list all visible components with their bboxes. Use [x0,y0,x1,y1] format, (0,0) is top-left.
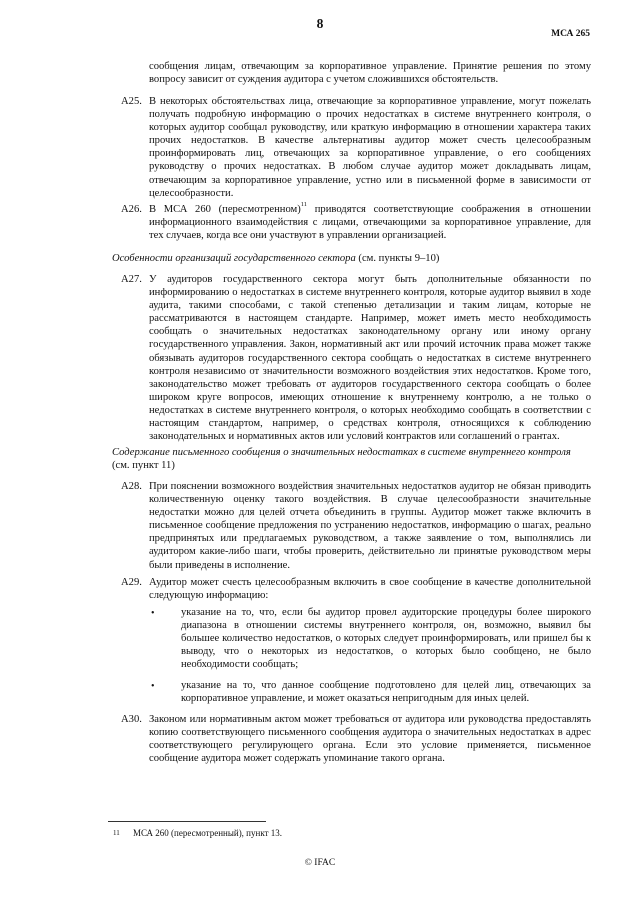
paragraph-a30: Законом или нормативным актом может требоваться от аудитора или руководства предоставлять копию соответствующего письменного сообщения аудитора о значительных недостатках в адрес соответствующего регулирующего органа. Если это условие применяется, письменное сообщение аудитора может содержать упоминание такого органа. [149,714,591,765]
heading-content-ref: (см. пункт 11) [112,460,175,472]
bullet-icon: • [151,608,155,619]
paragraph-label-a28: A28. [121,481,142,492]
footnote-text: МСА 260 (пересмотренный), пункт 13. [133,828,283,838]
paragraph-a25: В некоторых обстоятельствах лица, отвечающие за корпоративное управление, могут пожелать получать подробную информацию о прочих недостатках в системе внутреннего контроля, о которых аудитор сообщал руководству, или краткую информацию в отношении характера таких прочих недостатков. В качестве альтернативы аудитор может счесть целесообразным проинформировать лиц, отвечающих за корпоративное управление, о его сообщениях руководству о прочих недостатках. В любом случае аудитор может докладывать лицам, отвечающим за корпоративное управление, устно или в письменной форме в зависимости от целесообразности. [149,96,591,199]
paragraph-label-a29: A29. [121,577,142,588]
heading-public-sector [112,252,592,265]
paragraph-a28: При пояснении возможного воздействия значительных недостатков аудитор не обязан приводить количественную оценку такого воздействия. В случае целесообразности значительные недостатки можно для целей отчета объединить в группы. Аудитор может также включить в письменное сообщение предложения по устранению недостатков, информацию о шагах, реально предпринятых или предлагаемых руководством, а также заявление о том, выполнялись ли аудитором какие-либо шаги, чтобы проверить, действительно ли принятые руководством меры были приведены в исполнение. [149,481,591,571]
heading-content-italic: Содержание письменного сообщения о значительных недостатках в системе внутреннего контроля [112,447,571,458]
paragraph-label-a30: A30. [121,714,142,725]
standard-code: МСА 265 [551,29,590,39]
bullet-icon: • [151,681,155,692]
paragraph-a27: У аудиторов государственного сектора могут быть дополнительные обязанности по информированию о недостатках в системе внутреннего контроля, которые аудитор выявил в ходе аудита, такими способами, с такой степенью детализации и таким лицам, которые не рассматриваются в настоящем стандарте. Например, может иметь место необходимость сообщать о значительных недостатках законодательному органу или иному органу государственного управления. Закон, нормативный акт или прочий источник права может также обязывать аудиторов государственного сектора сообщать о недостатках в системе внутреннего контроля независимо от значительности возможного воздействия этих недостатков. Кроме того, законодательство может требовать от аудиторов государственного сектора сообщать о более широком круге вопросов, имеющих отношение к внутреннему контролю, а не только о недостатках в системе внутреннего контроля, о которых необходимо сообщать в соответствии с настоящим стандартом, например, о средствах контроля, относящихся к соблюдению законодательных и нормативных актов или условий контрактов или соглашений о грантах. [149,274,591,443]
bullet-item-1: указание на то, что, если бы аудитор провел аудиторские процедуры более широкого диапазона в отношении системы внутреннего контроля, он, возможно, выявил бы большее количество недостатков, о которых следует проинформировать, или пришел бы к выводу, что о некоторых из недостатков, о которых было сообщено, не было необходимости сообщать; [181,607,591,671]
paragraph-label-a25: A25. [121,96,142,107]
footnote-number: 11 [113,829,120,837]
bullet-item-2: указание на то, что данное сообщение подготовлено для целей лиц, отвечающих за корпоративное управление, и может оказаться непригодным для иных целей. [181,680,591,705]
footnote-divider [108,821,266,822]
paragraph-label-a26: A26. [121,204,142,215]
paragraph-label-a27: A27. [121,274,142,285]
paragraph-a26 [149,203,591,242]
continued-paragraph: сообщения лицам, отвечающим за корпоративное управление. Принятие решения по этому вопросу зависит от суждения аудитора с учетом сложившихся обстоятельств. [149,61,591,86]
heading-content [112,446,592,472]
heading-public-sector-italic: Особенности организаций государственного сектора [112,253,356,264]
footer-copyright: © IFAC [304,858,336,868]
a26-text-after: приводятся соответствующие соображения в отношении информационного взаимодействия с лицами, отвечающими за корпоративное управление, для тех случаев, когда все они участвуют в управлении организацией. [149,204,591,242]
a26-text-before: В МСА 260 (пересмотренном) [149,204,301,215]
page-number: 8 [316,16,324,31]
footnote-ref: 11 [300,201,308,208]
heading-public-sector-ref: (см. пункты 9–10) [355,253,440,264]
paragraph-a29: Аудитор может счесть целесообразным включить в свое сообщение в качестве дополнительной следующую информацию: [149,577,591,602]
